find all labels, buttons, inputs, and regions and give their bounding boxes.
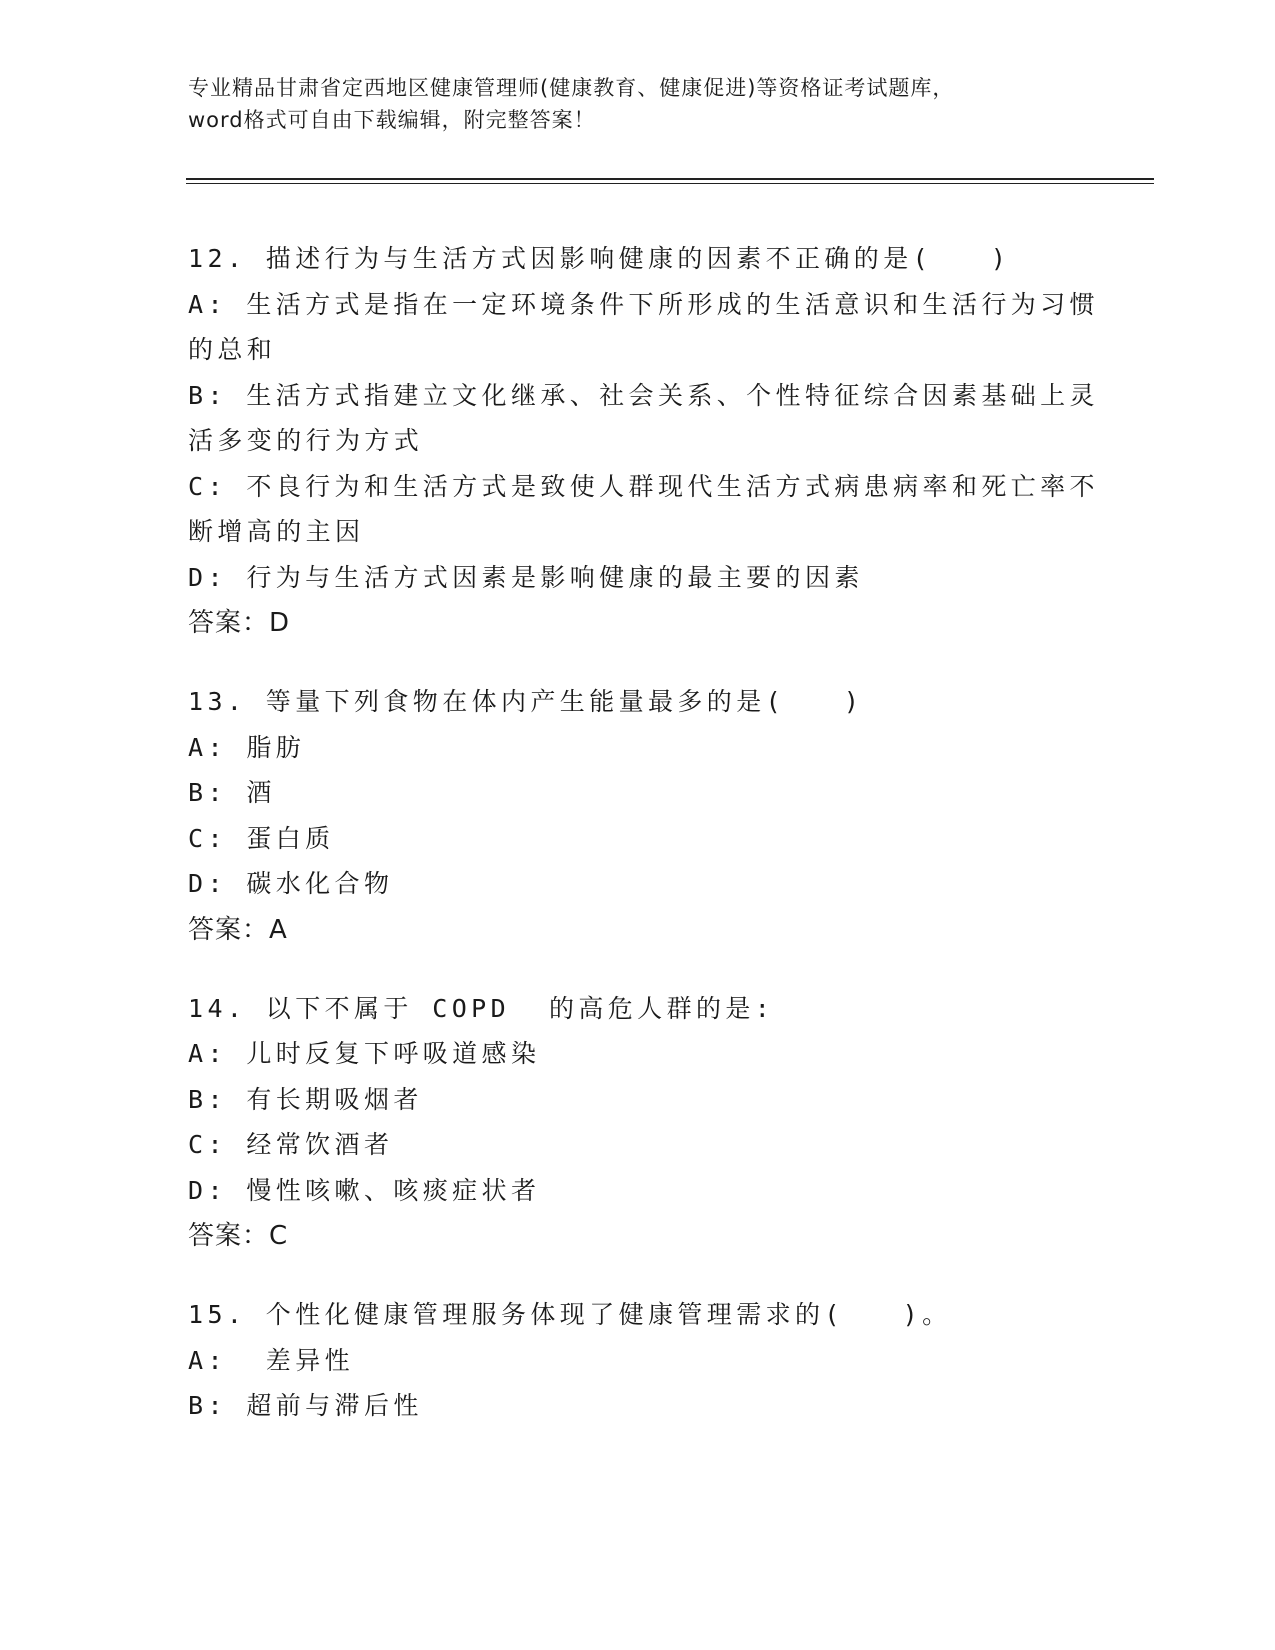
option-line: C: 经常饮酒者 [188,1130,394,1159]
header-line-1: 专业精品甘肃省定西地区健康管理师(健康教育、健康促进)等资格证考试题库， [188,76,955,100]
option-line: D: 行为与生活方式因素是影响健康的最主要的因素 [188,562,864,592]
question-12 [188,236,1099,646]
answer-label: 答案：D [188,608,291,638]
option-line: A: 儿时反复下呼吸道感染 [188,1039,541,1068]
question-14 [188,986,1088,1260]
option-line: A: 脂肪 [188,732,306,762]
option-line: D: 慢性咳嗽、咳痰症状者 [188,1175,541,1205]
option-line: C: 不良行为和生活方式是致使人群现代生活方式病患病率和死亡率不 [188,471,1099,501]
question-stem: 14. 以下不属于 COPD 的高危人群的是: [188,993,775,1023]
option-line: B: 酒 [188,778,276,807]
option-line: A: 差异性 [188,1345,355,1375]
option-line: B: 有长期吸烟者 [188,1084,423,1114]
header-line-2: word格式可自由下载编辑，附完整答案！ [188,108,596,132]
header-divider-thick [186,178,1154,180]
option-line: C: 蛋白质 [188,823,335,853]
option-line: B: 生活方式指建立文化继承、社会关系、个性特征综合因素基础上灵 [188,380,1099,410]
option-line: A: 生活方式是指在一定环境条件下所形成的生活意识和生活行为习惯 [188,289,1099,319]
question-stem: 15. 个性化健康管理服务体现了健康管理需求的( )。 [188,1300,952,1329]
question-list [188,236,1099,1462]
question-stem: 13. 等量下列食物在体内产生能量最多的是( ) [188,687,864,716]
option-line: 活多变的行为方式 [188,426,424,455]
answer-label: 答案：C [188,1221,289,1251]
option-line: D: 碳水化合物 [188,869,394,898]
option-line: B: 超前与滞后性 [188,1391,423,1420]
question-stem: 12. 描述行为与生活方式因影响健康的因素不正确的是( ) [188,244,1011,273]
question-13 [188,679,1088,953]
document-header [188,72,1088,136]
option-line: 的总和 [188,335,277,364]
option-line: 断增高的主因 [188,517,365,546]
header-divider-thin [186,183,1154,184]
answer-label: 答案：A [188,914,288,945]
question-15 [188,1292,1088,1429]
